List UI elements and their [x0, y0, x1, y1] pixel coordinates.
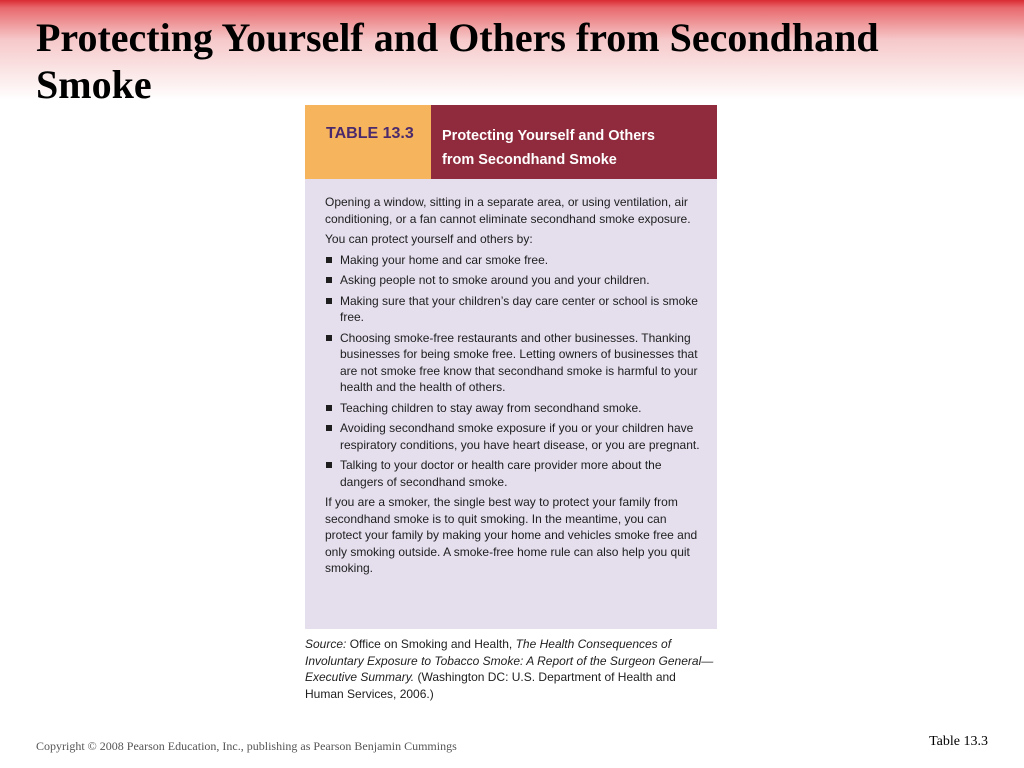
list-item [325, 420, 705, 453]
list-item-text: Talking to your doctor or health care provider more about the dangers of secondhand smoke. [340, 458, 662, 489]
square-bullet-icon [326, 335, 332, 341]
protection-list [325, 252, 705, 491]
list-item [325, 457, 705, 490]
square-bullet-icon [326, 462, 332, 468]
slide-label: Table 13.3 [929, 734, 988, 749]
table-intro: Opening a window, sitting in a separate area, or using ventilation, air conditioning, or a fan cannot eliminate secondhand smoke exposure. [325, 195, 691, 226]
table-lead: You can protect yourself and others by: [325, 232, 533, 246]
table-title-line-2: from Secondhand Smoke [442, 152, 617, 168]
source-org: Office on Smoking and Health, [349, 637, 513, 651]
source-label: Source: [305, 637, 347, 651]
list-item-text: Making sure that your children’s day care center or school is smoke free. [340, 293, 698, 324]
table-title-line-1: Protecting Yourself and Others [442, 128, 655, 144]
table-header [305, 105, 717, 179]
square-bullet-icon [326, 277, 332, 283]
list-item-text: Choosing smoke-free restaurants and other businesses. Thanking businesses for being smoke free. Letting owners of businesses that are not smoke free know that secondhand smoke is harmful to your health and the health of others. [340, 330, 698, 394]
source-note [305, 636, 717, 702]
list-item [325, 400, 705, 417]
table-number: TABLE 13.3 [305, 105, 431, 179]
list-item [325, 272, 705, 289]
table-closing: If you are a smoker, the single best way to protect your family from secondhand smoke is to quit smoking. In the meantime, you can protect your family by making your home and vehicles smoke free and only smoking outside. A smoke-free home rule can also help you quit smoking. [325, 495, 698, 575]
source-publication: The Health Consequences of Involuntary Exposure to Tobacco Smoke: A Report of the Surgeon General—Executive Summary. [305, 637, 714, 684]
list-item-text: Teaching children to stay away from secondhand smoke. [340, 400, 642, 415]
list-item [325, 293, 705, 326]
list-item-text: Making your home and car smoke free. [340, 252, 549, 267]
table-title [431, 105, 717, 179]
slide-title: Protecting Yourself and Others from Secondhand Smoke [36, 15, 879, 107]
list-item [325, 252, 705, 269]
source-details: (Washington DC: U.S. Department of Health and Human Services, 2006.) [305, 670, 676, 701]
table-13-3 [305, 105, 717, 629]
table-body [305, 179, 717, 577]
list-item [325, 330, 705, 396]
list-item-text: Avoiding secondhand smoke exposure if you or your children have respiratory conditions, you have heart disease, or you are pregnant. [340, 421, 700, 452]
square-bullet-icon [326, 405, 332, 411]
list-item-text: Asking people not to smoke around you and your children. [340, 273, 650, 287]
square-bullet-icon [326, 425, 332, 431]
square-bullet-icon [326, 298, 332, 304]
copyright-footer: Copyright © 2008 Pearson Education, Inc., publishing as Pearson Benjamin Cummings [36, 739, 457, 753]
square-bullet-icon [326, 257, 332, 263]
